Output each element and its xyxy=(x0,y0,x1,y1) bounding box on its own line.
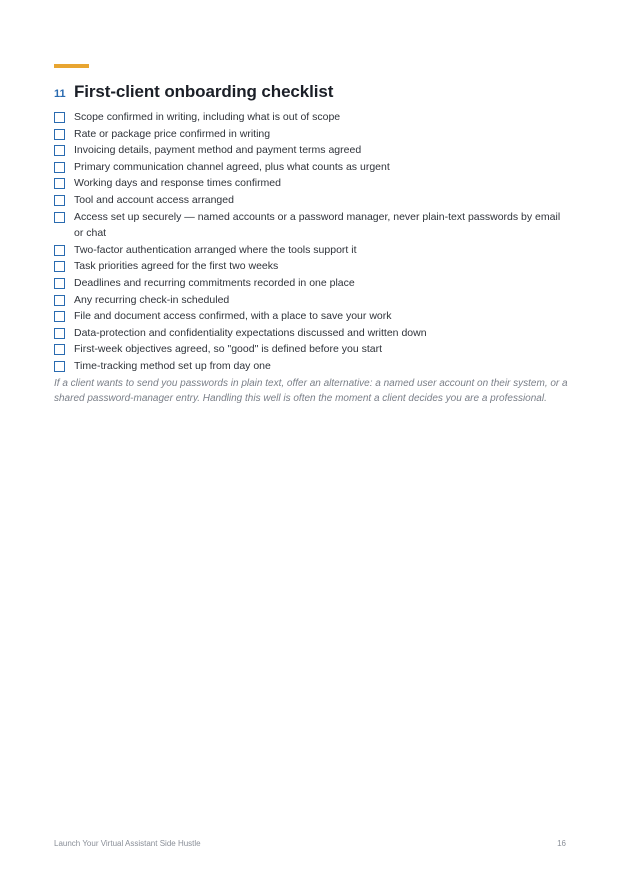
checkbox[interactable] xyxy=(54,361,65,372)
checklist-item xyxy=(54,292,568,309)
checklist-item-label: Tool and account access arranged xyxy=(74,193,234,206)
checkbox[interactable] xyxy=(54,178,65,189)
checklist-item xyxy=(54,325,568,342)
checklist-item-label: Access set up securely — named accounts or a password manager, never plain-text passwords by email or chat xyxy=(74,210,561,240)
checklist-item-label: Data-protection and confidentiality expectations discussed and written down xyxy=(74,326,427,339)
checkbox[interactable] xyxy=(54,311,65,322)
checklist-item xyxy=(54,308,568,325)
section-number: 11 xyxy=(54,88,66,100)
checklist-item-label: Any recurring check-in scheduled xyxy=(74,293,230,306)
checklist-item-label: Primary communication channel agreed, plus what counts as urgent xyxy=(74,160,390,173)
checklist-item xyxy=(54,192,568,209)
checklist-item-label: Time-tracking method set up from day one xyxy=(74,359,271,372)
checkbox[interactable] xyxy=(54,344,65,355)
checklist-item-label: File and document access confirmed, with a place to save your work xyxy=(74,310,392,323)
checkbox[interactable] xyxy=(54,112,65,123)
checklist-item-label: Task priorities agreed for the first two weeks xyxy=(74,260,279,273)
checkbox[interactable] xyxy=(54,145,65,156)
section-title: First-client onboarding checklist xyxy=(74,82,334,101)
checkbox[interactable] xyxy=(54,328,65,339)
checklist-item xyxy=(54,109,568,126)
checkbox[interactable] xyxy=(54,245,65,256)
footer-book-title: Launch Your Virtual Assistant Side Hustle xyxy=(54,839,201,848)
section-accent-bar xyxy=(54,64,89,68)
footer-page-number: 16 xyxy=(557,839,566,848)
checklist-item xyxy=(54,258,568,275)
checklist-item xyxy=(54,159,568,176)
checklist-item xyxy=(54,341,568,358)
checkbox[interactable] xyxy=(54,261,65,272)
checklist-item-label: Two-factor authentication arranged where the tools support it xyxy=(74,243,357,256)
checklist-item xyxy=(54,242,568,259)
checkbox[interactable] xyxy=(54,195,65,206)
checkbox[interactable] xyxy=(54,129,65,140)
section-heading xyxy=(54,82,333,102)
checklist-item xyxy=(54,175,568,192)
checklist-item xyxy=(54,142,568,159)
checklist-item-label: Rate or package price confirmed in writing xyxy=(74,127,271,140)
onboarding-checklist xyxy=(54,109,568,375)
checklist-item xyxy=(54,126,568,143)
security-note: If a client wants to send you passwords in plain text, offer an alternative: a named user account on their system, or a shared password-manager entry. Handling this well is often the moment a client decides you are a professional. xyxy=(54,378,568,405)
checkbox[interactable] xyxy=(54,295,65,306)
checklist-item xyxy=(54,209,568,242)
checkbox[interactable] xyxy=(54,162,65,173)
checklist-item-label: First-week objectives agreed, so "good" is defined before you start xyxy=(74,343,383,356)
checkbox[interactable] xyxy=(54,212,65,223)
checkbox[interactable] xyxy=(54,278,65,289)
checklist-item-label: Working days and response times confirmed xyxy=(74,177,281,190)
checklist-item-label: Invoicing details, payment method and payment terms agreed xyxy=(74,144,362,157)
checklist-item-label: Deadlines and recurring commitments recorded in one place xyxy=(74,276,355,289)
checklist-item xyxy=(54,275,568,292)
checklist-item xyxy=(54,358,568,375)
checklist-item-label: Scope confirmed in writing, including what is out of scope xyxy=(74,111,341,123)
